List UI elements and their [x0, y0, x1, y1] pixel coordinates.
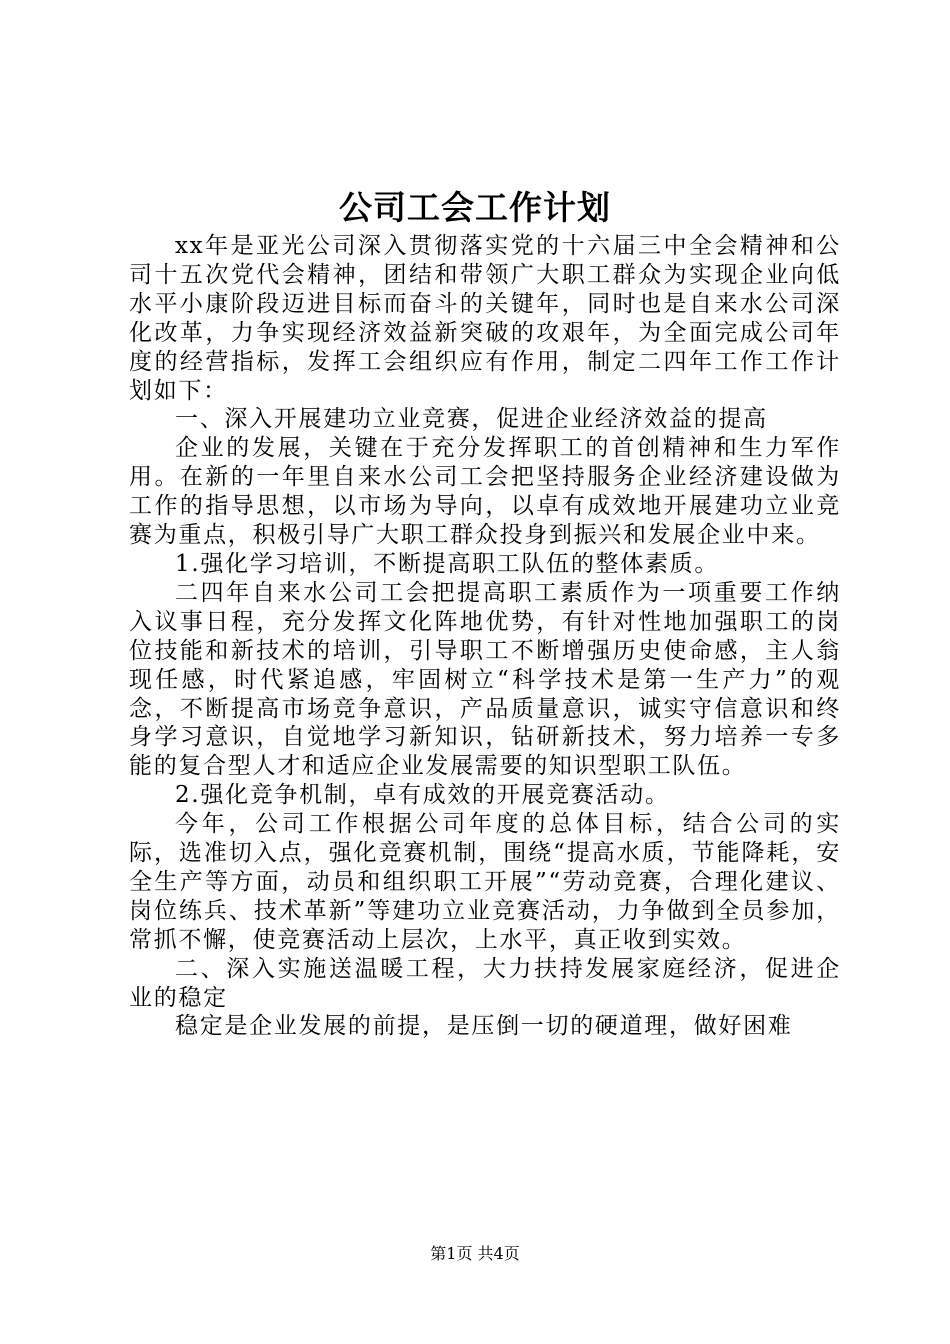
body-paragraph: 稳定是企业发展的前提，是压倒一切的硬道理，做好困难 — [175, 1013, 793, 1040]
subsection-heading: 2.强化竞争机制，卓有成效的开展竞赛活动。 — [175, 782, 670, 809]
body-paragraph: 企业的发展，关键在于充分发挥职工的首创精神和生力军作用。在新的一年里自来水公司工会把坚持服务企业经济建设做为工作的指导思想，以市场为导向，以卓有成效地开展建功立业竞赛为重点，积极引导广大职工群众投身到振兴和发展企业中来。 — [129, 435, 841, 549]
subsection-heading: 1.强化学习培训，不断提高职工队伍的整体素质。 — [175, 550, 720, 577]
body-paragraph: 二四年自来水公司工会把提高职工素质作为一项重要工作纳入议事日程，充分发挥文化阵地优势，有针对性地加强职工的岗位技能和新技术的培训，引导职工不断增强历史使命感，主人翁现任感，时代紧追感，牢固树立“科学技术是第一生产力”的观念，不断提高市场竞争意识，产品质量意识，诚实守信意识和终身学习意识，自觉地学习新知识，钻研新技术，努力培养一专多能的复合型人才和适应企业发展需要的知识型职工队伍。 — [129, 579, 841, 780]
section-heading: 二、深入实施送温暖工程，大力扶持发展家庭经济，促进企业的稳定 — [129, 955, 841, 1011]
body-paragraph: xx年是亚光公司深入贯彻落实党的十六届三中全会精神和公司十五次党代会精神，团结和带领广大职工群众为实现企业向低水平小康阶段迈进目标而奋斗的关键年，同时也是自来水公司深化改革，力争实现经济效益新突破的攻艰年，为全面完成公司年度的经营指标，发挥工会组织应有作用，制定二四年工作工作计划如下： — [129, 233, 841, 404]
document-title: 公司工会工作计划 — [339, 188, 611, 227]
document-body — [129, 232, 841, 1041]
section-heading: 一、深入开展建功立业竞赛，促进企业经济效益的提高 — [175, 406, 768, 433]
page-number-footer: 第1页 共4页 — [430, 1244, 520, 1263]
body-paragraph: 今年，公司工作根据公司年度的总体目标，结合公司的实际，选准切入点，强化竞赛机制，围绕“提高水质，节能降耗，安全生产等方面，动员和组织职工开展”“劳动竞赛，合理化建议、岗位练兵、技术革新”等建功立业竞赛活动，力争做到全员参加，常抓不懈，使竞赛活动上层次，上水平，真正收到实效。 — [129, 811, 841, 953]
